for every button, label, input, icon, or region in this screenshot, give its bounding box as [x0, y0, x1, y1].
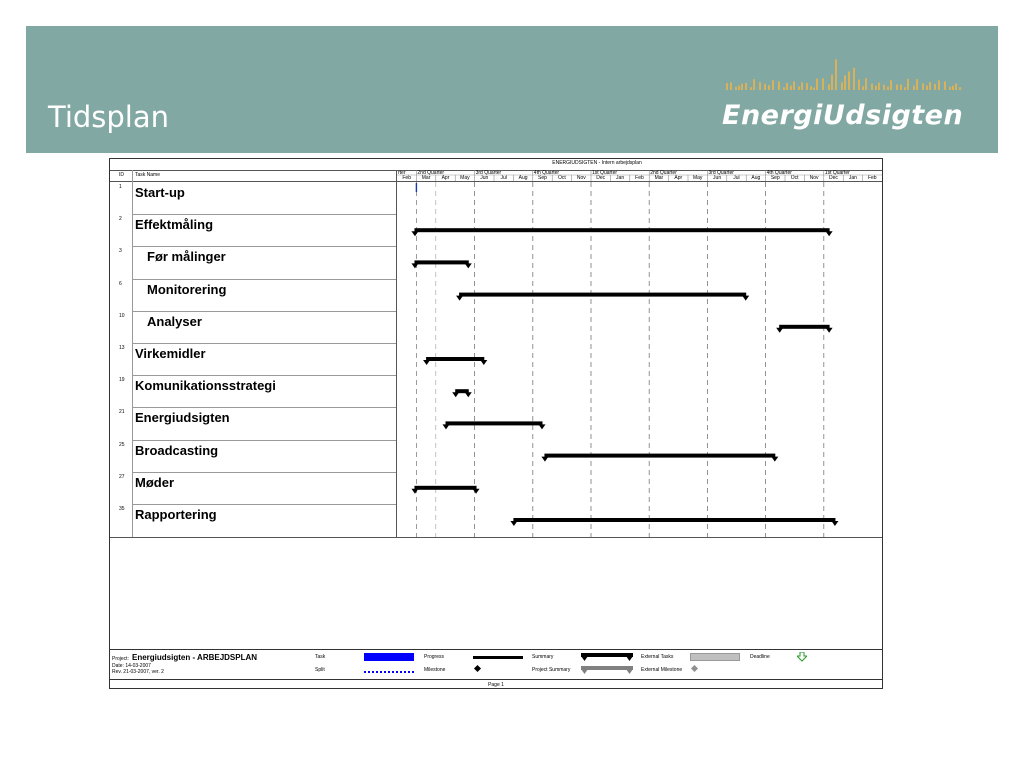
project-revision: Rev. 21-03-2007, ver. 2 — [112, 669, 164, 675]
summary-bar — [776, 325, 832, 333]
month-label: May — [460, 175, 470, 181]
quarter-label: rter — [398, 170, 406, 176]
month-label: Sep — [770, 175, 780, 181]
task-name: Komunikationsstrategi — [135, 378, 276, 394]
task-name: Før målinger — [147, 249, 226, 265]
legend-external-tasks-swatch — [690, 653, 740, 661]
task-name: Effektmåling — [135, 217, 214, 233]
legend-progress-label: Progress — [424, 654, 445, 660]
logo-text: EnergiUdsigten — [722, 100, 964, 131]
deadline-arrow-icon — [797, 652, 807, 662]
task-id: 13 — [119, 345, 125, 351]
gantt-document — [109, 158, 883, 689]
task-id: 21 — [119, 409, 125, 416]
energiudsigten-logo — [722, 56, 972, 136]
task-id: 27 — [119, 473, 125, 480]
month-label: Oct — [557, 175, 566, 181]
legend-external-milestone-label: External Milestone — [641, 667, 683, 673]
task-name: Analyser — [147, 313, 202, 329]
summary-bar — [510, 518, 838, 526]
summary-bar — [411, 228, 832, 236]
legend-split-label: Split — [315, 667, 325, 673]
legend-milestone-label: Milestone — [424, 667, 446, 673]
project-label: Project: — [112, 656, 129, 662]
task-name: Energiudsigten — [135, 410, 230, 426]
summary-bar-icon — [581, 652, 633, 662]
project-name: Energiudsigten - ARBEJDSPLAN — [132, 653, 258, 662]
slide-title: Tidsplan — [48, 100, 170, 134]
month-label: Nov — [576, 175, 586, 181]
legend-project-summary-label: Project Summary — [532, 667, 571, 673]
month-label: Jan — [848, 175, 857, 181]
task-id: 35 — [119, 506, 125, 512]
milestone-diamond-icon — [474, 665, 481, 672]
month-label: Mar — [421, 175, 431, 181]
task-name: Start-up — [135, 185, 185, 200]
task-id: 25 — [119, 441, 125, 448]
summary-bar — [411, 486, 479, 494]
id-column-header: ID — [119, 172, 124, 178]
quarter-label: 2nd Quarter — [650, 170, 677, 176]
legend-split-swatch — [364, 671, 414, 673]
project-date: Date: 14-03-2007 — [112, 663, 151, 669]
task-name-column-header: Task Name — [135, 172, 161, 178]
month-label: Nov — [809, 175, 819, 181]
task-id: 1 — [119, 184, 122, 190]
month-label: Feb — [867, 175, 877, 181]
legend — [110, 649, 882, 680]
page-footer — [110, 679, 882, 690]
month-label: Feb — [635, 175, 644, 181]
month-label: Aug — [518, 175, 528, 181]
task-id: 3 — [119, 248, 122, 255]
quarter-label: 2nd Quarter — [417, 170, 445, 176]
external-milestone-diamond-icon — [691, 665, 698, 672]
summary-bar — [443, 421, 546, 429]
month-label: Mar — [654, 175, 664, 181]
quarter-label: 1st Quarter — [824, 170, 850, 176]
month-label: Sep — [538, 175, 547, 181]
month-label: Oct — [790, 175, 799, 181]
legend-external-tasks-label: External Tasks — [641, 654, 674, 660]
legend-progress-swatch — [473, 656, 523, 659]
task-name: Virkemidler — [135, 346, 206, 361]
legend-task-swatch — [364, 653, 414, 661]
month-label: Jul — [500, 175, 507, 181]
legend-deadline-label: Deadline — [750, 654, 770, 660]
month-label: Jun — [713, 175, 722, 181]
skyline-bars-icon — [726, 56, 966, 92]
summary-bar — [541, 454, 778, 462]
quarter-label: 3rd Quarter — [708, 170, 734, 176]
month-label: Dec — [596, 175, 606, 181]
quarter-label: 4th Quarter — [766, 170, 792, 176]
quarter-label: 3rd Quarter — [475, 170, 502, 176]
gantt-title: ENERGIUDSIGTEN - Intern arbejdsplan — [552, 160, 642, 166]
month-label: Jun — [480, 175, 489, 181]
task-id: 10 — [119, 312, 125, 319]
legend-summary-label: Summary — [532, 654, 554, 660]
task-name: Møder — [135, 474, 174, 490]
month-label: Dec — [829, 175, 838, 181]
month-label: May — [692, 175, 703, 181]
summary-bar — [452, 389, 472, 397]
gantt-timeline — [110, 159, 882, 539]
page-number: Page 1 — [488, 682, 504, 688]
summary-bar — [423, 357, 487, 365]
summary-bar — [411, 260, 471, 268]
task-name: Rapportering — [135, 507, 217, 522]
month-label: Aug — [751, 175, 761, 181]
summary-bar — [456, 293, 749, 301]
month-label: Apr — [674, 175, 683, 181]
quarter-label: 1st Quarter — [592, 170, 618, 176]
project-summary-bar-icon — [581, 665, 633, 675]
month-label: Jul — [733, 175, 740, 181]
month-label: Jan — [616, 175, 625, 181]
month-label: Feb — [402, 175, 411, 181]
task-id: 19 — [119, 377, 125, 384]
task-name: Broadcasting — [135, 442, 219, 458]
legend-task-label: Task — [315, 654, 326, 660]
task-id: 6 — [119, 280, 122, 287]
month-label: Apr — [441, 175, 450, 181]
task-name: Monitorering — [147, 281, 227, 297]
task-id: 2 — [119, 216, 122, 223]
quarter-label: 4th Quarter — [533, 170, 560, 176]
slide-header — [26, 26, 998, 153]
